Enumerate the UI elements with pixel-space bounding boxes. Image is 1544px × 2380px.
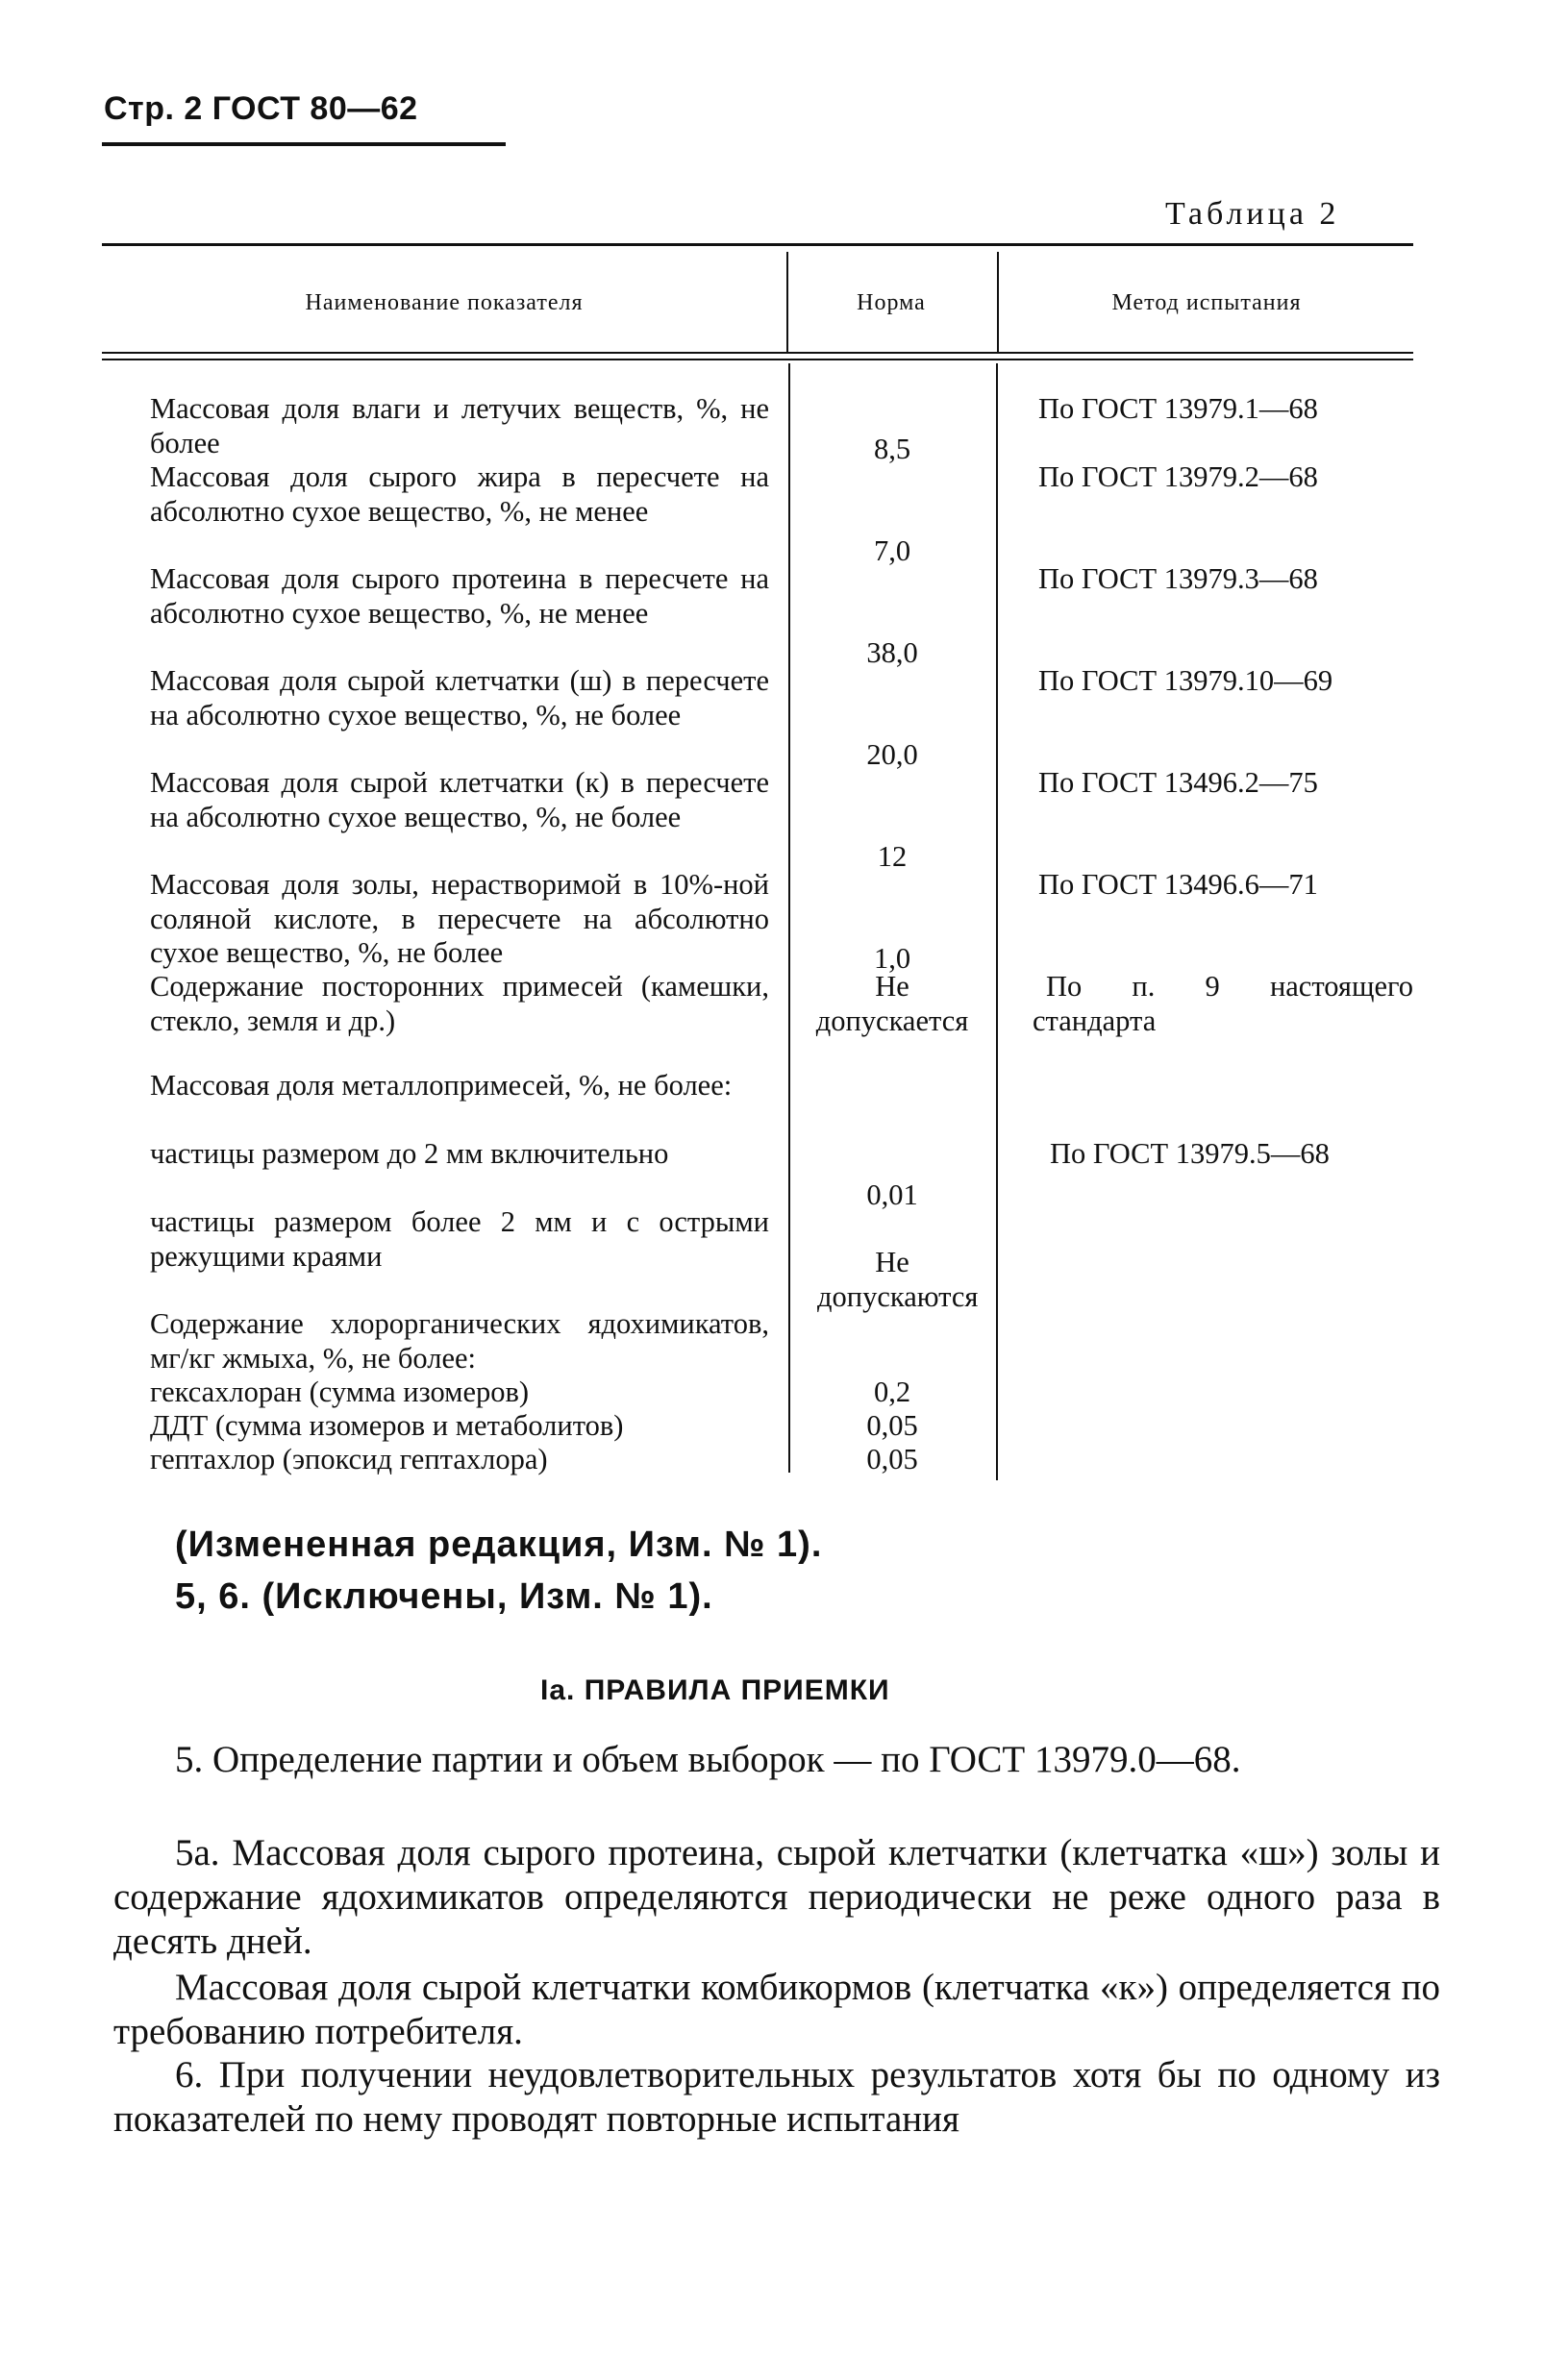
column-header-norm: Норма	[857, 290, 926, 315]
table-cell-norm: 1,0	[873, 942, 911, 975]
table-row-parameter: Массовая доля сырой клетчатки (ш) в пересчете на абсолютно сухое вещество, %, не более	[150, 664, 769, 731]
amendment-note: (Измененная редакция, Изм. № 1).	[175, 1525, 823, 1565]
table-cell-norm: 12	[877, 840, 908, 873]
table-row-parameter: Содержание хлорорганических ядохимикатов, мг/кг жмыха, %, не более:	[150, 1307, 769, 1375]
table-cell-method: По ГОСТ 13496.2—75	[1038, 766, 1318, 799]
table-row-parameter: Массовая доля сырого жира в пересчете на абсолютно сухое вещество, %, не менее	[150, 460, 769, 528]
table-cell-norm: 0,2	[873, 1376, 911, 1408]
table-row-parameter: частицы размером более 2 мм и с острыми режущими краями	[150, 1205, 769, 1273]
table-cell-norm: 0,01	[866, 1178, 918, 1211]
table-cell-method: По ГОСТ 13979.1—68	[1038, 392, 1318, 425]
table-row-parameter: гексахлоран (сумма изомеров)	[150, 1376, 530, 1408]
header-rule-lower	[102, 359, 1413, 360]
table-cell-norm: 7,0	[873, 534, 911, 567]
table-cell-method: По ГОСТ 13496.6—71	[1038, 868, 1318, 901]
excluded-note: 5, 6. (Исключены, Изм. № 1).	[175, 1576, 713, 1617]
table-row-parameter: гептахлор (эпоксид гептахлора)	[150, 1443, 548, 1475]
table-cell-method: По ГОСТ 13979.2—68	[1038, 460, 1318, 493]
table-row-parameter: Массовая доля золы, нерастворимой в 10%-ной соляной кислоте, в пересчете на абсолютно сухое вещество, %, не более	[150, 868, 769, 969]
table-cell-method: По ГОСТ 13979.3—68	[1038, 562, 1318, 595]
column-divider-body-1	[788, 363, 790, 1473]
table-cell-method: По ГОСТ 13979.5—68	[1050, 1137, 1330, 1170]
paragraph: 6. При получении неудовлетворительных результатов хотя бы по одному из показателей по нему проводят повторные испытания	[113, 2054, 1440, 2140]
column-divider-body-2	[996, 363, 998, 1480]
table-cell-norm: 0,05	[866, 1443, 918, 1475]
table-top-rule	[102, 243, 1413, 246]
table-caption: Таблица 2	[1165, 196, 1340, 232]
column-divider-header-2	[997, 252, 999, 352]
paragraph: 5а. Массовая доля сырого протеина, сырой клетчатки (клетчатка «ш») золы и содержание ядохимикатов определяются периодически не реже одного раза в десять дней.	[113, 1832, 1440, 1962]
header-rule	[102, 142, 506, 146]
table-cell-norm: Не допускаются	[817, 1246, 979, 1313]
table-row-parameter: Содержание посторонних примесей (камешки, стекло, земля и др.)	[150, 970, 769, 1037]
table-cell-norm: Не допускается	[815, 970, 969, 1037]
table-row-parameter: Массовая доля сырого протеина в пересчете на абсолютно сухое вещество, %, не менее	[150, 562, 769, 630]
table-row-parameter: ДДТ (сумма изомеров и метаболитов)	[150, 1409, 624, 1442]
paragraph: 5. Определение партии и объем выборок — по ГОСТ 13979.0—68.	[175, 1739, 1241, 1780]
column-divider-header-1	[786, 252, 788, 352]
table-cell-method: По п. 9 настоящего стандарта	[1033, 970, 1413, 1037]
table-cell-norm: 20,0	[866, 738, 918, 771]
paragraph: Массовая доля сырой клетчатки комбикормов (клетчатка «к») определяется по требованию потребителя.	[113, 1967, 1440, 2052]
column-header-method: Метод испытания	[1111, 290, 1302, 315]
section-title: Ia. ПРАВИЛА ПРИЕМКИ	[540, 1674, 890, 1706]
page-header: Стр. 2 ГОСТ 80—62	[104, 90, 418, 127]
table-row-parameter: Массовая доля сырой клетчатки (к) в пересчете на абсолютно сухое вещество, %, не более	[150, 766, 769, 833]
table-cell-norm: 8,5	[873, 433, 911, 465]
header-rule-upper	[102, 352, 1413, 354]
column-header-parameter: Наименование показателя	[305, 290, 584, 315]
table-cell-norm: 0,05	[866, 1409, 918, 1442]
table-cell-method: По ГОСТ 13979.10—69	[1038, 664, 1333, 697]
table-row-parameter: Массовая доля металлопримесей, %, не более:	[150, 1069, 733, 1102]
table-row-parameter: частицы размером до 2 мм включительно	[150, 1137, 669, 1170]
table-cell-norm: 38,0	[866, 636, 918, 669]
table-row-parameter: Массовая доля влаги и летучих веществ, %, не более	[150, 392, 769, 459]
